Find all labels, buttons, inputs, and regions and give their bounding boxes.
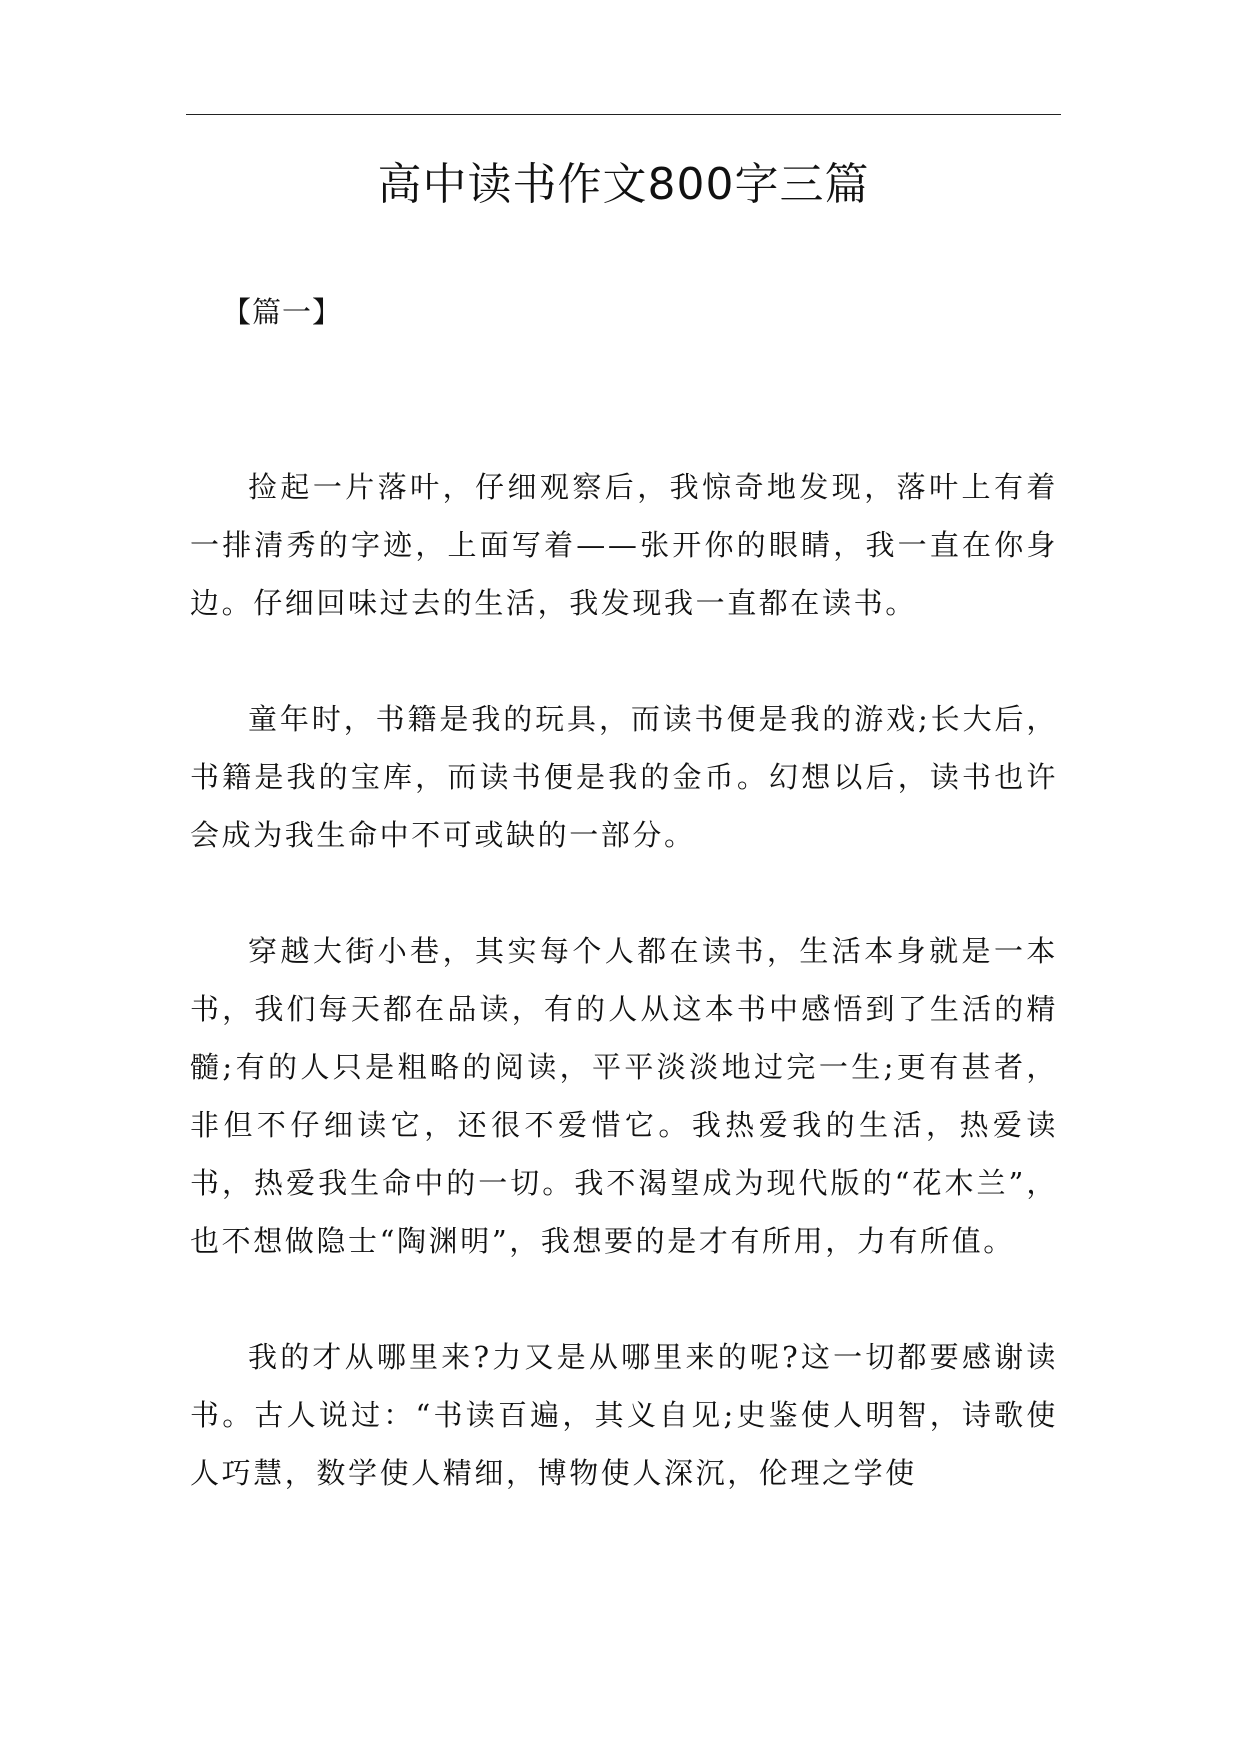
paragraph-4: 我的才从哪里来?力又是从哪里来的呢?这一切都要感谢读书。古人说过：“书读百遍，其义自见;史鉴使人明智，诗歌使人巧慧，数学使人精细，博物使人深沉，伦理之学使: [190, 1340, 1058, 1490]
paragraph-3: 穿越大街小巷，其实每个人都在读书，生活本身就是一本书，我们每天都在品读，有的人从这本书中感悟到了生活的精髓;有的人只是粗略的阅读，平平淡淡地过完一生;更有甚者，非但不仔细读它，还很不爱惜它。我热爱我的生活，热爱读书，热爱我生命中的一切。我不渴望成为现代版的“花木兰”，也不想做隐士“陶渊明”，我想要的是才有所用，力有所值。: [190, 934, 1058, 1258]
document-title: 高中读书作文800字三篇: [377, 159, 870, 210]
header-rule: [186, 114, 1061, 115]
paragraph-1: 捡起一片落叶，仔细观察后，我惊奇地发现，落叶上有着一排清秀的字迹，上面写着——张开你的眼睛，我一直在你身边。仔细回味过去的生活，我发现我一直都在读书。: [190, 470, 1058, 620]
document-body: [190, 458, 1058, 1502]
paragraph-2: 童年时，书籍是我的玩具，而读书便是我的游戏;长大后，书籍是我的宝库，而读书便是我的金币。幻想以后，读书也许会成为我生命中不可或缺的一部分。: [190, 702, 1058, 852]
section-heading: 【篇一】: [222, 295, 343, 329]
